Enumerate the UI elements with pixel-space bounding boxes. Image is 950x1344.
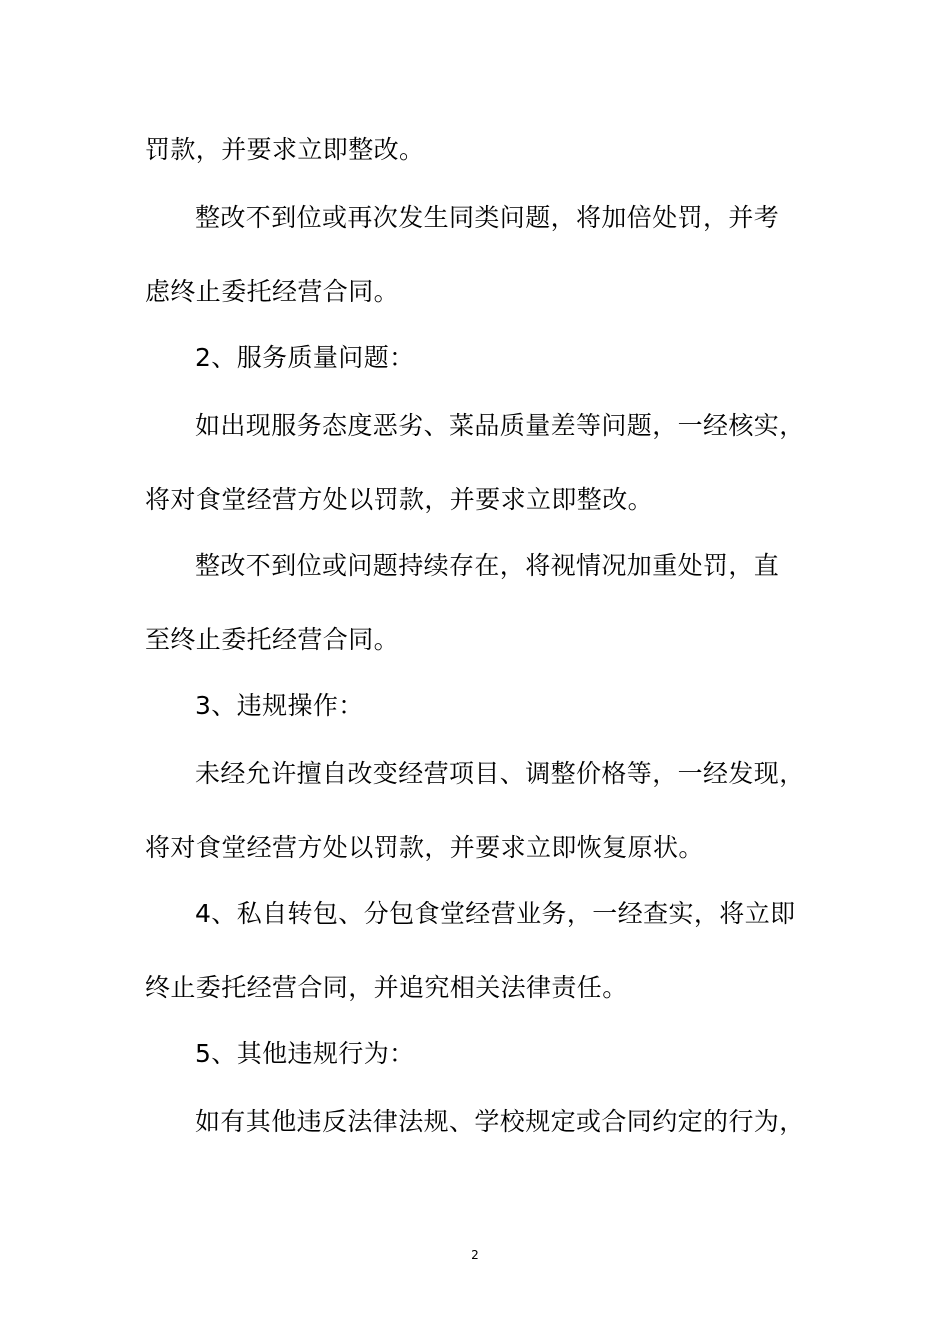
paragraph-line: 整改不到位或问题持续存在，将视情况加重处罚，直: [195, 551, 780, 580]
paragraph-line: 至终止委托经营合同。: [145, 625, 400, 654]
paragraph-line: 终止委托经营合同，并追究相关法律责任。: [145, 973, 628, 1002]
section-heading: 4、私自转包、分包食堂经营业务，一经查实，将立即: [195, 899, 796, 928]
section-heading: 2、服务质量问题：: [195, 343, 415, 372]
paragraph-line: 将对食堂经营方处以罚款，并要求立即恢复原状。: [145, 833, 704, 862]
page-number: 2: [471, 1248, 479, 1262]
section-heading: 3、违规操作：: [195, 691, 364, 720]
paragraph-line: 整改不到位或再次发生同类问题，将加倍处罚，并考: [195, 203, 780, 232]
paragraph-line: 罚款，并要求立即整改。: [145, 135, 425, 164]
paragraph-line: 未经允许擅自改变经营项目、调整价格等，一经发现，: [195, 759, 805, 788]
paragraph-line: 如有其他违反法律法规、学校规定或合同约定的行为，: [195, 1107, 805, 1136]
paragraph-line: 将对食堂经营方处以罚款，并要求立即整改。: [145, 485, 654, 514]
section-heading: 5、其他违规行为：: [195, 1039, 415, 1068]
paragraph-line: 如出现服务态度恶劣、菜品质量差等问题，一经核实，: [195, 411, 805, 440]
paragraph-line: 虑终止委托经营合同。: [145, 277, 400, 306]
